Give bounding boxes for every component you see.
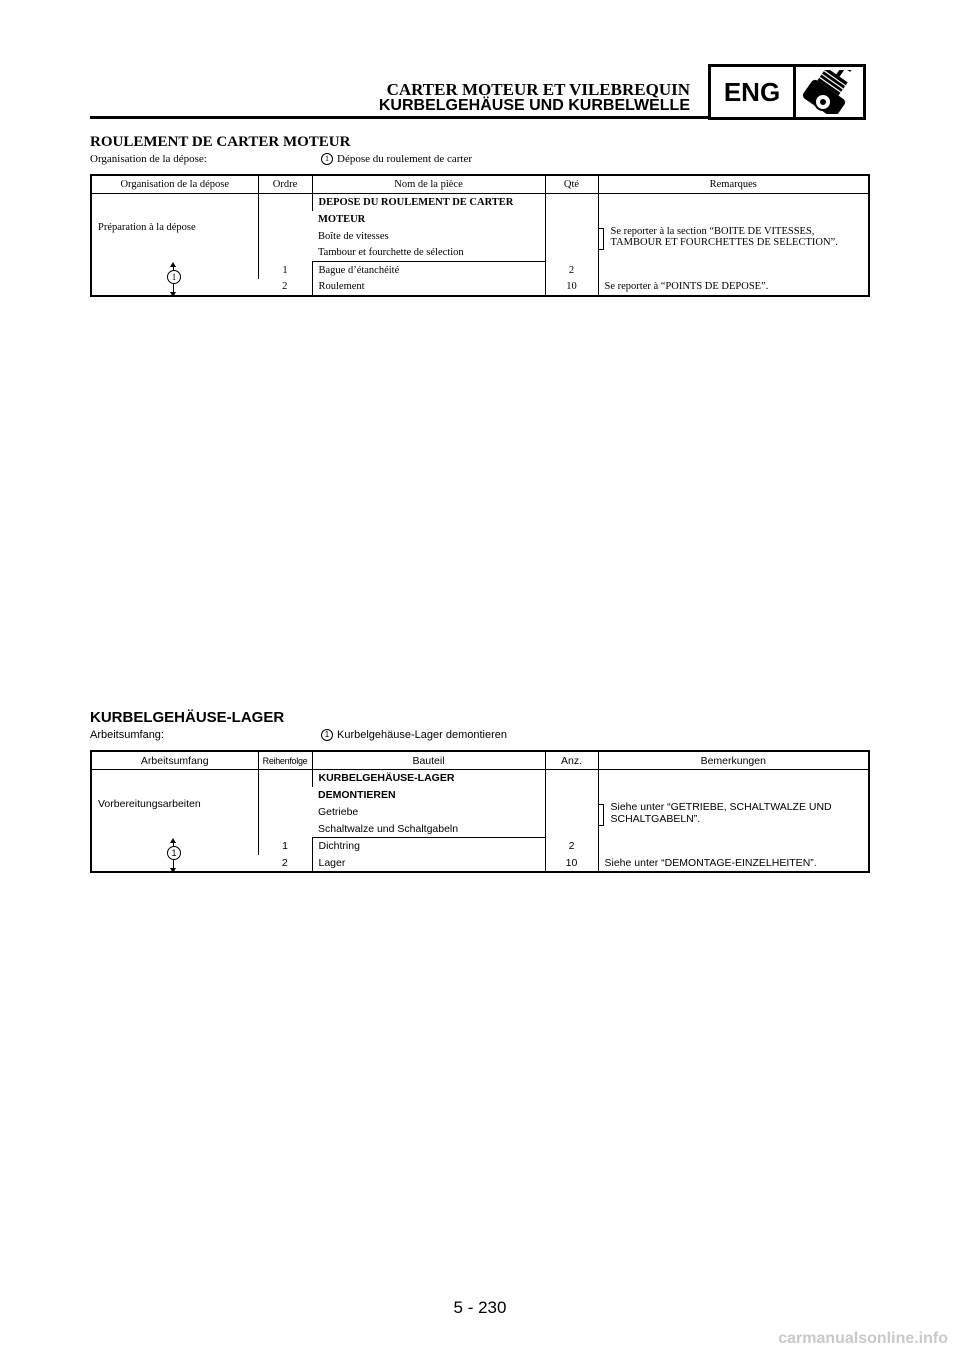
remark-line: Siehe unter “GETRIEBE, SCHALTWALZE UND [610,800,832,813]
prep-remark [598,770,869,838]
table-cell: Schaltwalze und Schaltgabeln [312,821,545,838]
sequence-marker [91,838,258,872]
table-cell: DEPOSE DU ROULEMENT DE CARTER [312,194,545,211]
bracket [598,228,604,250]
table-cell: Lager [312,855,545,872]
col-header: Organisation de la dépose [91,175,258,194]
header-rule [90,116,710,119]
table-cell: MOTEUR [318,213,366,225]
page-number: 5 - 230 [453,1298,507,1317]
step-number-circle: 1 [321,729,333,741]
marker-circle: 1 [167,270,181,284]
table-cell: DEMONTIEREN [318,789,396,801]
fr-parts-table [90,174,870,297]
step-number-circle: 1 [321,153,333,165]
table-cell [598,838,869,855]
table-row [91,262,869,279]
fr-section-title: ROULEMENT DE CARTER MOTEUR [90,134,351,150]
table-cell [598,262,869,279]
table-cell: 2 [282,281,288,292]
table-cell: Roulement [312,279,545,296]
table-cell: Dichtring [312,838,545,855]
table-cell: Tambour et fourchette de sélection [312,245,545,262]
fr-sub-label: Organisation de la dépose: [90,153,207,165]
de-parts-table [90,750,870,873]
de-section-title: KURBELGEHÄUSE-LAGER [90,709,285,726]
table-cell: Boîte de vitesses [318,230,389,242]
marker-circle: 1 [167,846,181,860]
table-cell: 2 [545,838,598,855]
fr-sub-text: Dépose du roulement de carter [337,153,472,165]
remark-line: SCHALTGABELN”. [610,812,701,825]
fr-sub-step [321,153,472,165]
remark-line: TAMBOUR ET FOURCHETTES DE SELECTION”. [610,236,838,248]
watermark: carmanualsonline.info [778,1330,948,1347]
de-sub-text: Kurbelgehäuse-Lager demontieren [337,729,508,741]
de-sub-step [321,729,507,741]
eng-label: ENG [711,67,796,117]
table-cell: 10 [545,279,598,296]
table-cell: 2 [281,856,288,869]
engine-piston-icon [796,67,863,117]
table-cell: 1 [258,262,312,279]
table-cell: 1 [258,838,312,855]
remark-line: Se reporter à la section “BOITE DE VITESSES, [610,225,815,237]
col-header: Ordre [258,175,312,194]
col-header: Bemerkungen [598,751,869,770]
table-row [91,838,869,855]
table-cell: Bague d’étanchéité [312,262,545,279]
header-title-de: KURBELGEHÄUSE UND KURBELWELLE [378,97,690,114]
prep-label: Préparation à la dépose [98,222,196,234]
table-cell: Siehe unter “DEMONTAGE-EINZELHEITEN”. [598,855,869,872]
de-sub-label: Arbeitsumfang: [90,729,164,741]
col-header: Remarques [598,175,869,194]
header-title-fr: CARTER MOTEUR ET VILEBREQUIN [386,80,690,99]
table-cell: KURBELGEHÄUSE-LAGER [312,770,545,787]
prep-remark [598,194,869,262]
col-header: Nom de la pièce [312,175,545,194]
eng-badge [708,64,866,120]
prep-label: Vorbereitungsarbeiten [98,797,201,810]
table-cell: Se reporter à “POINTS DE DEPOSE”. [598,279,869,296]
bracket [598,804,604,826]
table-cell: 2 [545,262,598,279]
col-header: Anz. [545,751,598,770]
table-cell: 10 [545,855,598,872]
table-cell: Getriebe [318,806,359,818]
col-header: Arbeitsumfang [91,751,258,770]
col-header: Reihenfolge [258,751,312,770]
col-header: Qté [545,175,598,194]
col-header: Bauteil [312,751,545,770]
sequence-marker [91,262,258,296]
